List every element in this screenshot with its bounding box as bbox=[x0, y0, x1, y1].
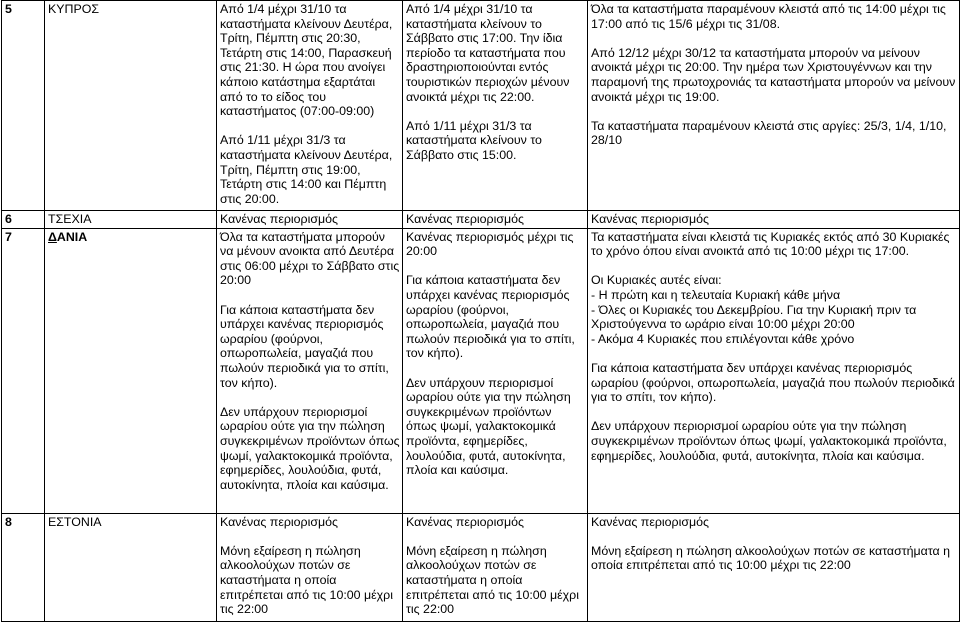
paragraph: Δεν υπάρχουν περιορισμοί ωραρίου ούτε για την πώληση συγκεκριμένων προϊόντων όπως ψωμί, γαλακτοκομικά προϊόντα, εφημερίδες, λουλούδια, φυτά, αυτοκίνητα, πλοία και καύσιμα. bbox=[406, 375, 571, 478]
country-name: ΕΣΤΟΝΙΑ bbox=[45, 513, 217, 621]
paragraph: Από 1/11 μέχρι 31/3 τα καταστήματα κλείνουν Δευτέρα, Τρίτη, Πέμπτη στις 19:00, Τετάρτη στις 14:00 και Πέμπτη στις 20:00. bbox=[220, 133, 393, 206]
country-name-rest: ΑΝΙΑ bbox=[56, 229, 88, 244]
paragraph: Μόνη εξαίρεση η πώληση αλκοολούχων ποτών σε καταστήματα η οποία επιτρέπεται από τις 10:00 μέχρι τις 22:00 bbox=[591, 543, 951, 573]
weekday-hours-cell: Κανένας περιορισμός bbox=[217, 211, 403, 229]
sunday-holiday-cell: Κανένας περιορισμός bbox=[588, 211, 960, 229]
table-row-czechia bbox=[2, 211, 960, 229]
paragraph: Από 12/12 μέχρι 30/12 τα καταστήματα μπορούν να μείνουν ανοικτά μέχρι τις 20:00. Την ημέρα των Χριστουγέννων και την παραμονή της πρωτοχρονιάς τα καταστήματα μπορούν να μείνουν ανοικτά μέχρι τις 19:00. bbox=[591, 45, 956, 104]
paragraph: Οι Κυριακές αυτές είναι: bbox=[591, 273, 722, 288]
saturday-hours-cell bbox=[403, 513, 588, 621]
saturday-hours-cell bbox=[403, 228, 588, 513]
paragraph: Τα καταστήματα είναι κλειστά τις Κυριακές εκτός από 30 Κυριακές το χρόνο όπου είναι ανοικτά από τις 10:00 μέχρι τις 17:00. bbox=[591, 229, 950, 259]
weekday-hours-cell bbox=[217, 228, 403, 513]
country-name: ΤΣΕΧΙΑ bbox=[45, 211, 217, 229]
paragraph: Για κάποια καταστήματα δεν υπάρχει κανένας περιορισμός ωραρίου (φούρνοι, οπωροπωλεία, μαγαζιά που πωλούν περιοδικά για το σπίτι, τον κήπο). bbox=[591, 360, 955, 405]
opening-hours-table bbox=[1, 0, 960, 622]
row-number: 7 bbox=[2, 228, 45, 513]
weekday-hours-cell bbox=[217, 1, 403, 211]
paragraph: Μόνη εξαίρεση η πώληση αλκοολούχων ποτών σε καταστήματα η οποία επιτρέπεται από τις 10:00 μέχρι τις 22:00 bbox=[406, 543, 579, 617]
paragraph: Για κάποια καταστήματα δεν υπάρχει κανένας περιορισμός ωραρίου (φούρνοι, οπωροπωλεία, μαγαζιά που πωλούν περιοδικά για το σπίτι, τον κήπο). bbox=[220, 302, 389, 390]
list-item: - Όλες οι Κυριακές του Δεκεμβρίου. Για την Κυριακή πριν τα Χριστούγεννα το ωράριο είναι 10:00 μέχρι 20:00 bbox=[591, 302, 917, 332]
sunday-holiday-cell bbox=[588, 1, 960, 211]
table-row-denmark bbox=[2, 228, 960, 513]
sunday-holiday-cell bbox=[588, 513, 960, 621]
paragraph: Μόνη εξαίρεση η πώληση αλκοολούχων ποτών σε καταστήματα η οποία επιτρέπεται από τις 10:00 μέχρι τις 22:00 bbox=[220, 543, 393, 617]
paragraph: Κανένας περιορισμός μέχρι τις 20:00 bbox=[406, 229, 574, 259]
row-number: 8 bbox=[2, 513, 45, 621]
row-number: 6 bbox=[2, 211, 45, 229]
paragraph: Όλα τα καταστήματα παραμένουν κλειστά από τις 14:00 μέχρι τις 17:00 από τις 15/6 μέχρι τις 31/08. bbox=[591, 2, 946, 31]
paragraph: Κανένας περιορισμός bbox=[220, 514, 338, 529]
table-row-estonia bbox=[2, 513, 960, 621]
row-number: 5 bbox=[2, 1, 45, 211]
list-item: - Ακόμα 4 Κυριακές που επιλέγονται κάθε χρόνο bbox=[591, 331, 855, 346]
country-name-initial: Δ bbox=[48, 229, 57, 244]
paragraph: Κανένας περιορισμός bbox=[591, 514, 709, 529]
paragraph: Δεν υπάρχουν περιορισμοί ωραρίου ούτε για την πώληση συγκεκριμένων προϊόντων όπως ψωμί, γαλακτοκομικά προϊόντα, εφημερίδες, λουλούδια, φυτά, αυτοκίνητα, πλοία και καύσιμα. bbox=[591, 419, 947, 463]
paragraph: Δεν υπάρχουν περιορισμοί ωραρίου ούτε για την πώληση συγκεκριμένων προϊόντων όπως ψωμί, γαλακτοκομικά προϊόντα, εφημερίδες, λουλούδια, φυτά, αυτοκίνητα, πλοία και καύσιμα. bbox=[220, 404, 400, 492]
paragraph: Κανένας περιορισμός bbox=[406, 514, 524, 529]
list-item: - Η πρώτη και η τελευταία Κυριακή κάθε μήνα bbox=[591, 287, 841, 302]
country-name bbox=[45, 228, 217, 513]
paragraph: Όλα τα καταστήματα μπορούν να μένουν ανοικτα από Δευτέρα στις 06:00 μέχρι το Σάββατο στις 20:00 bbox=[220, 229, 400, 288]
paragraph: Από 1/4 μέχρι 31/10 τα καταστήματα κλείνουν το Σάββατο στις 17:00. Την ίδια περίοδο τα καταστήματα που δραστηριοποιούνται εντός τουριστικών περιοχών μένουν ανοικτά μέχρι τις 22:00. bbox=[406, 2, 570, 104]
saturday-hours-cell bbox=[403, 1, 588, 211]
paragraph: Από 1/4 μέχρι 31/10 τα καταστήματα κλείνουν Δευτέρα, Τρίτη, Πέμπτη στις 20:30, Τετάρτη στις 14:00, Παρασκευή στις 21:30. Η ώρα που ανοίγει κάποιο κατάστημα εξαρτάται από το το είδος του καταστήματος (07:00-09:00) bbox=[220, 2, 393, 119]
saturday-hours-cell: Κανένας περιορισμός bbox=[403, 211, 588, 229]
paragraph: Για κάποια καταστήματα δεν υπάρχει κανένας περιορισμός ωραρίου (φούρνοι, οπωροπωλεία, μαγαζιά που πωλούν περιοδικά για το σπίτι, τον κήπο). bbox=[406, 273, 575, 361]
country-name: ΚΥΠΡΟΣ bbox=[45, 1, 217, 211]
table-row-cyprus bbox=[2, 1, 960, 211]
weekday-hours-cell bbox=[217, 513, 403, 621]
paragraph: Τα καταστήματα παραμένουν κλειστά στις αργίες: 25/3, 1/4, 1/10, 28/10 bbox=[591, 118, 947, 148]
paragraph: Από 1/11 μέχρι 31/3 τα καταστήματα κλείνουν το Σάββατο στις 15:00. bbox=[406, 118, 542, 162]
sunday-holiday-cell bbox=[588, 228, 960, 513]
